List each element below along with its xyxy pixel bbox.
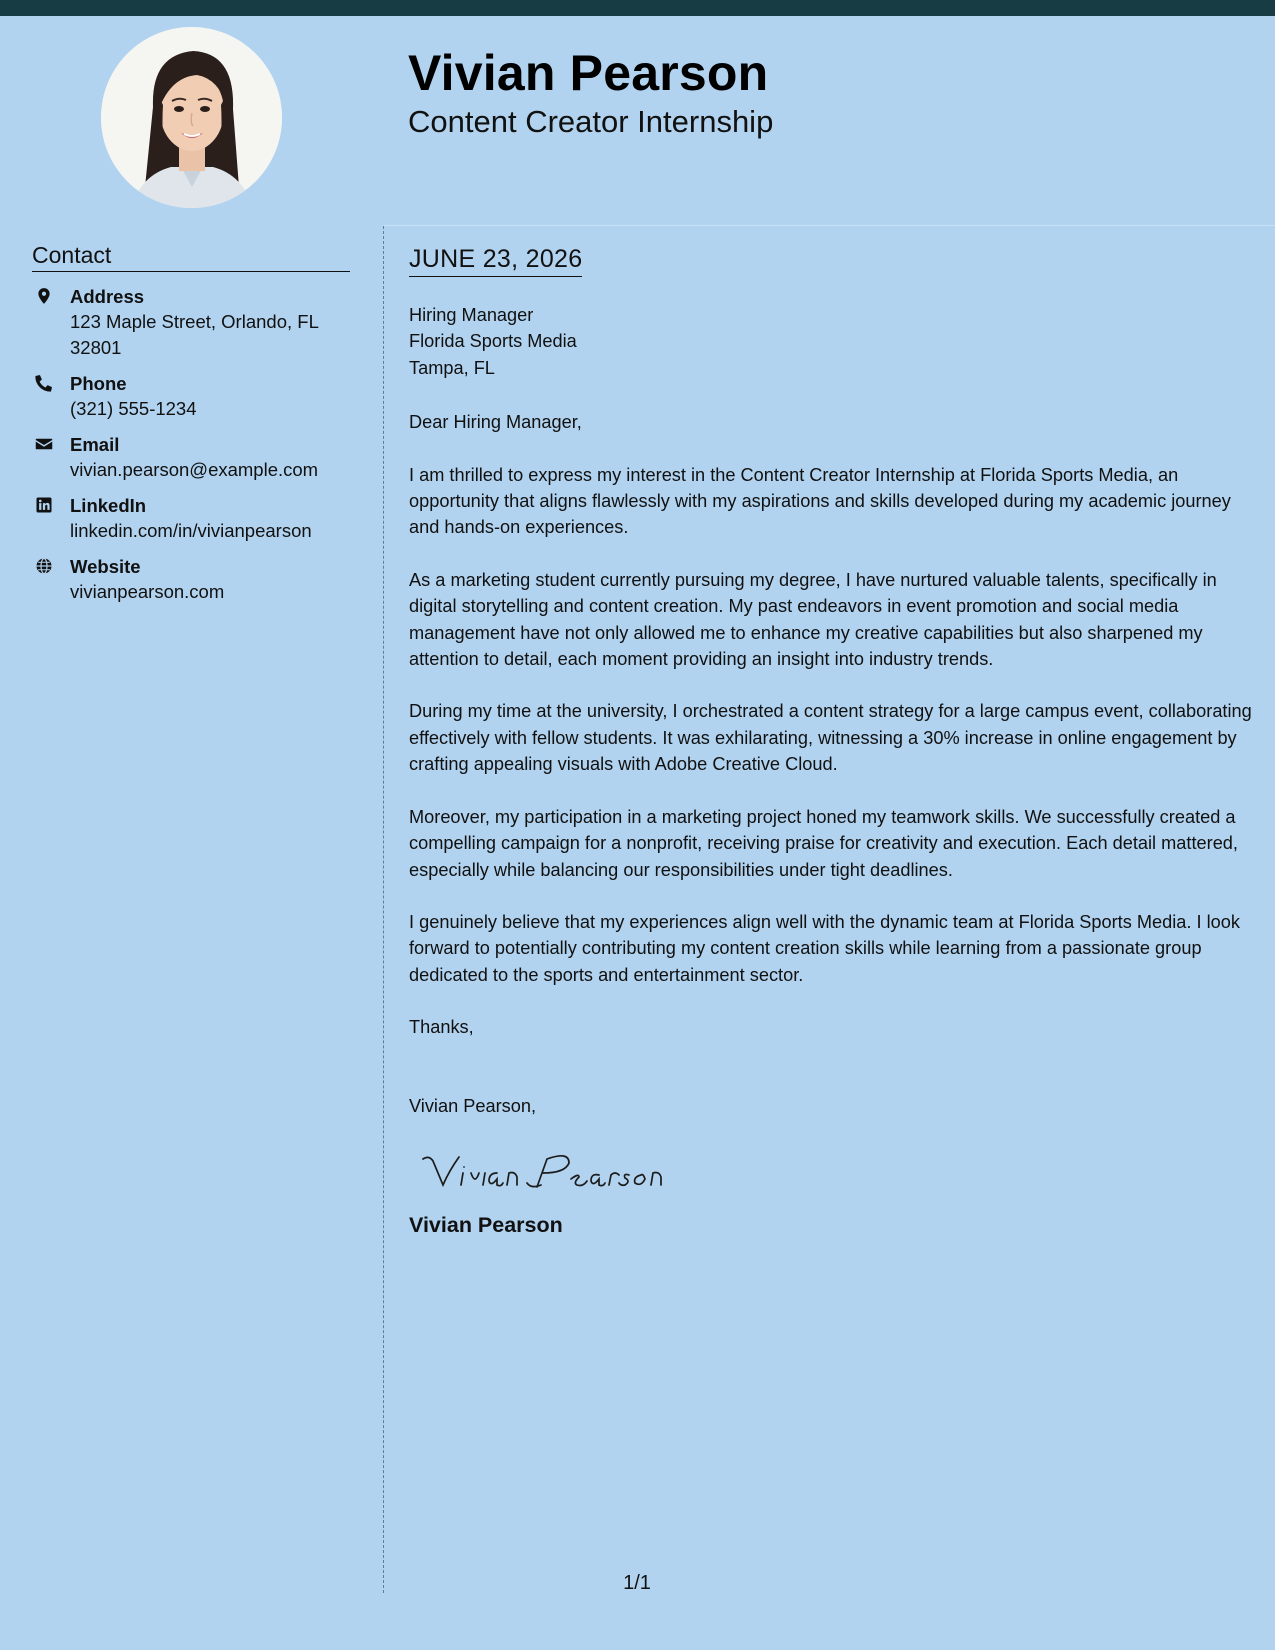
contact-label: Address xyxy=(70,286,145,307)
contact-website xyxy=(32,554,352,605)
applicant-name: Vivian Pearson xyxy=(408,45,769,101)
letter-date: JUNE 23, 2026 xyxy=(409,243,582,277)
recipient-line: Tampa, FL xyxy=(409,357,495,378)
contact-label: LinkedIn xyxy=(70,495,147,516)
letter-body xyxy=(409,302,1259,1240)
column-divider xyxy=(383,226,384,1593)
job-title: Content Creator Internship xyxy=(408,104,774,139)
paragraph: I am thrilled to express my interest in the Content Creator Internship at Florida Sports Media, an opportunity that aligns flawlessly with my aspirations and skills developed during my academic journey and hands-on experiences. xyxy=(409,464,1231,538)
profile-photo xyxy=(101,27,282,208)
top-bar xyxy=(0,0,1275,16)
contact-value[interactable]: linkedin.com/in/vivianpearson xyxy=(70,520,312,541)
recipient-block xyxy=(409,302,1259,381)
contact-label: Email xyxy=(70,434,120,455)
contact-value[interactable]: (321) 555-1234 xyxy=(70,398,197,419)
globe-icon xyxy=(35,557,53,575)
envelope-icon xyxy=(35,435,53,453)
page-number: 1/1 xyxy=(623,1572,651,1594)
paragraph: As a marketing student currently pursuing my degree, I have nurtured valuable talents, specifically in digital storytelling and content creation. My past endeavors in event promotion and social media management have not only allowed me to enhance my creative capabilities but also sharpened my attention to detail, each moment providing an insight into industry trends. xyxy=(409,569,1217,670)
contact-value: 123 Maple Street, Orlando, FL 32801 xyxy=(70,311,319,358)
map-pin-icon xyxy=(35,287,53,305)
recipient-line: Florida Sports Media xyxy=(409,331,577,352)
signature-name: Vivian Pearson xyxy=(409,1212,563,1237)
paragraph: Moreover, my participation in a marketing project honed my teamwork skills. We successfully created a compelling campaign for a nonprofit, receiving praise for creativity and execution. Each detail mattered, especially while balancing our responsibilities under tight deadlines. xyxy=(409,806,1238,880)
contact-linkedin xyxy=(32,493,352,544)
header-divider xyxy=(383,225,1275,226)
recipient-line: Hiring Manager xyxy=(409,305,534,325)
paragraph: I genuinely believe that my experiences align well with the dynamic team at Florida Sports Media. I look forward to potentially contributing my content creation skills while learning from a passionate group dedicated to the sports and entertainment sector. xyxy=(409,911,1240,985)
closing: Thanks, xyxy=(409,1017,474,1038)
contact-value[interactable]: vivian.pearson@example.com xyxy=(70,459,319,480)
contact-value[interactable]: vivianpearson.com xyxy=(70,581,225,602)
contact-label: Phone xyxy=(70,373,127,394)
phone-icon xyxy=(35,374,53,392)
linkedin-icon xyxy=(35,496,53,514)
signature xyxy=(419,1143,669,1198)
contact-label: Website xyxy=(70,556,141,577)
salutation: Dear Hiring Manager, xyxy=(409,412,582,433)
contact-email xyxy=(32,432,352,483)
contact-heading: Contact xyxy=(32,240,350,272)
contact-address xyxy=(32,284,352,361)
contact-list xyxy=(32,284,352,615)
contact-phone xyxy=(32,371,352,422)
paragraph: During my time at the university, I orchestrated a content strategy for a large campus event, collaborating effectively with fellow students. It was exhilarating, witnessing a 30% increase in online engagement by crafting appealing visuals with Adobe Creative Cloud. xyxy=(409,701,1252,775)
signoff-name: Vivian Pearson, xyxy=(409,1095,537,1116)
